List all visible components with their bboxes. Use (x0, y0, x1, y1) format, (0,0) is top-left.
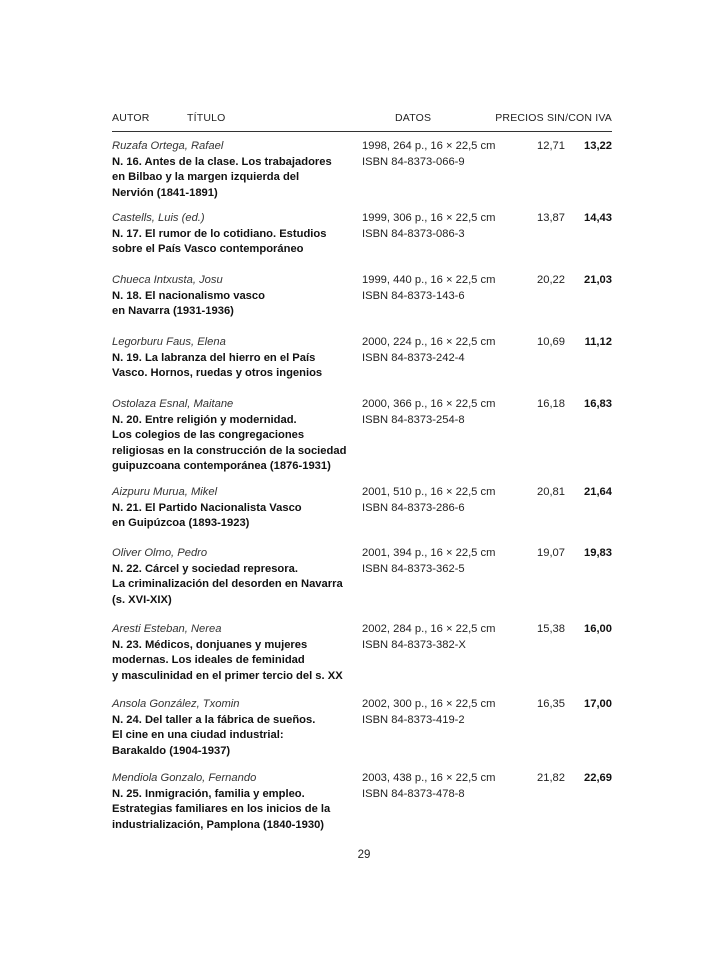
entry-isbn: ISBN 84-8373-382-X (362, 638, 466, 651)
entry-price-net: 21,82 (537, 772, 565, 784)
entry-publication-info: 2000, 366 p., 16 × 22,5 cm (362, 398, 496, 410)
entry-author: Ansola González, Txomin (112, 698, 240, 710)
entry-price-vat: 22,69 (584, 772, 612, 784)
entry-title: N. 21. El Partido Nacionalista Vasco en Guipúzcoa (1893-1923) (112, 501, 302, 529)
entry-price-vat: 16,83 (584, 398, 612, 410)
entry-left-column (112, 211, 352, 258)
entry-isbn: ISBN 84-8373-254-8 (362, 413, 465, 426)
entry-publication-info: 2001, 510 p., 16 × 22,5 cm (362, 486, 496, 498)
entry-price-vat: 11,12 (584, 336, 612, 348)
entry-price-vat: 13,22 (584, 140, 612, 152)
header-titulo: TÍTULO (187, 112, 226, 124)
entry-data (362, 139, 522, 170)
entry-left-column (112, 485, 352, 532)
entry-title: N. 17. El rumor de lo cotidiano. Estudios sobre el País Vasco contemporáneo (112, 227, 327, 255)
entry-left-column (112, 771, 352, 833)
entry-price-net: 16,18 (537, 398, 565, 410)
header-autor: AUTOR (112, 112, 150, 124)
entry-publication-info: 1998, 264 p., 16 × 22,5 cm (362, 140, 496, 152)
entry-publication-info: 2000, 224 p., 16 × 22,5 cm (362, 336, 496, 348)
entry-author: Oliver Olmo, Pedro (112, 547, 208, 559)
entry-title: N. 16. Antes de la clase. Los trabajadores en Bilbao y la margen izquierda del Nervión (1841-1891) (112, 155, 332, 199)
header-datos: DATOS (395, 112, 432, 124)
entry-price-net: 20,22 (537, 274, 565, 286)
entry-data (362, 697, 522, 728)
entry-data (362, 273, 522, 304)
entry-price-vat: 14,43 (584, 212, 612, 224)
entry-data (362, 546, 522, 577)
entry-left-column (112, 546, 352, 608)
table-header (112, 112, 612, 128)
entry-data (362, 485, 522, 516)
entry-isbn: ISBN 84-8373-143-6 (362, 289, 465, 302)
entry-title: N. 23. Médicos, donjuanes y mujeres modernas. Los ideales de feminidad y masculinidad en el primer tercio del s. XX (112, 638, 343, 682)
entry-data (362, 771, 522, 802)
entry-publication-info: 2003, 438 p., 16 × 22,5 cm (362, 772, 496, 784)
entry-title: N. 19. La labranza del hierro en el País Vasco. Hornos, ruedas y otros ingenios (112, 351, 323, 379)
entry-title: N. 22. Cárcel y sociedad represora. La criminalización del desorden en Navarra (s. XVI-XIX) (112, 562, 343, 606)
entry-price-net: 20,81 (537, 486, 565, 498)
entry-publication-info: 2001, 394 p., 16 × 22,5 cm (362, 547, 496, 559)
entry-price-vat: 19,83 (584, 547, 612, 559)
page-number: 29 (357, 849, 371, 861)
entry-author: Mendiola Gonzalo, Fernando (112, 772, 257, 784)
entry-title: N. 20. Entre religión y modernidad. Los colegios de las congregaciones religiosas en la construcción de la sociedad guipuzcoana contemporánea (1876-1931) (112, 413, 347, 472)
entry-title: N. 18. El nacionalismo vasco en Navarra (1931-1936) (112, 289, 265, 317)
header-rule (112, 131, 612, 132)
entry-isbn: ISBN 84-8373-086-3 (362, 227, 465, 240)
entry-author: Ostolaza Esnal, Maitane (112, 398, 234, 410)
entry-price-vat: 21,64 (584, 486, 612, 498)
entry-isbn: ISBN 84-8373-362-5 (362, 562, 465, 575)
entry-price-net: 13,87 (537, 212, 565, 224)
entry-left-column (112, 335, 352, 382)
entry-price-vat: 17,00 (584, 698, 612, 710)
entry-isbn: ISBN 84-8373-478-8 (362, 787, 465, 800)
entry-publication-info: 2002, 284 p., 16 × 22,5 cm (362, 623, 496, 635)
entry-isbn: ISBN 84-8373-419-2 (362, 713, 465, 726)
entry-data (362, 211, 522, 242)
entry-price-vat: 21,03 (584, 274, 612, 286)
entry-price-net: 19,07 (537, 547, 565, 559)
entry-isbn: ISBN 84-8373-286-6 (362, 501, 465, 514)
entry-left-column (112, 273, 352, 320)
entry-data (362, 335, 522, 366)
entry-price-vat: 16,00 (584, 623, 612, 635)
entry-isbn: ISBN 84-8373-066-9 (362, 155, 465, 168)
entry-author: Aizpuru Murua, Mikel (112, 486, 218, 498)
entry-author: Aresti Esteban, Nerea (112, 623, 222, 635)
entry-price-net: 16,35 (537, 698, 565, 710)
entry-left-column (112, 697, 352, 759)
entry-author: Chueca Intxusta, Josu (112, 274, 223, 286)
entry-author: Castells, Luis (ed.) (112, 212, 205, 224)
entry-left-column (112, 622, 352, 684)
entry-publication-info: 1999, 440 p., 16 × 22,5 cm (362, 274, 496, 286)
entry-data (362, 622, 522, 653)
entry-title: N. 25. Inmigración, familia y empleo. Estrategias familiares en los inicios de la industrialización, Pamplona (1840-1930) (112, 787, 331, 831)
entry-left-column (112, 139, 352, 201)
entry-author: Legorburu Faus, Elena (112, 336, 226, 348)
entry-author: Ruzafa Ortega, Rafael (112, 140, 224, 152)
entry-title: N. 24. Del taller a la fábrica de sueños. El cine en una ciudad industrial: Barakaldo (1904-1937) (112, 713, 316, 757)
entry-data (362, 397, 522, 428)
entry-price-net: 15,38 (537, 623, 565, 635)
entry-publication-info: 1999, 306 p., 16 × 22,5 cm (362, 212, 496, 224)
header-precios: PRECIOS SIN/CON IVA (495, 112, 612, 124)
entry-price-net: 12,71 (537, 140, 565, 152)
entry-publication-info: 2002, 300 p., 16 × 22,5 cm (362, 698, 496, 710)
entry-price-net: 10,69 (537, 336, 565, 348)
entry-isbn: ISBN 84-8373-242-4 (362, 351, 465, 364)
entry-left-column (112, 397, 352, 475)
